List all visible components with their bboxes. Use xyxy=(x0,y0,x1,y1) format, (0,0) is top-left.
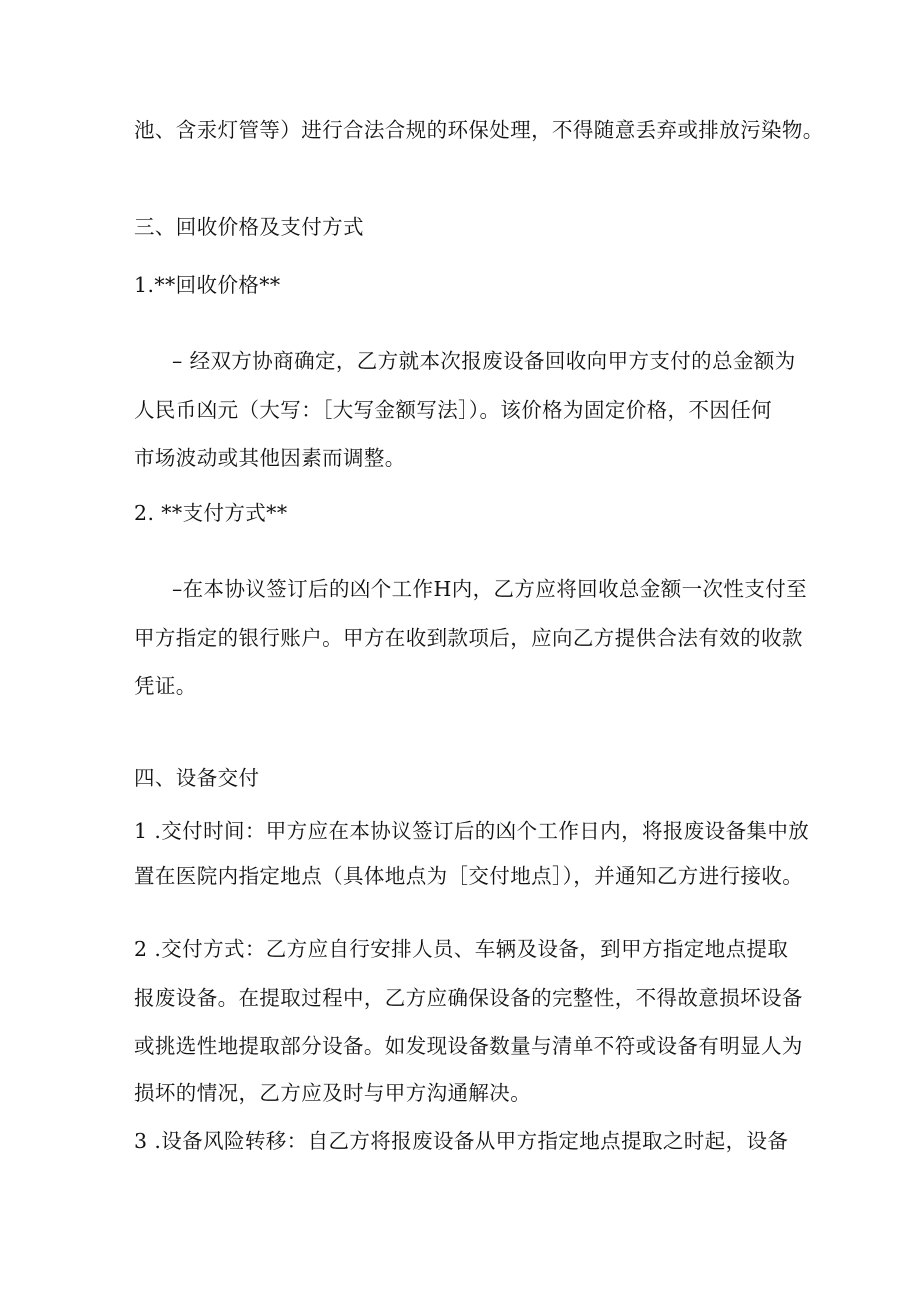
clause-delivery-time: 1 .交付时间：甲方应在本协议签订后的凶个工作日内，将报废设备集中放 xyxy=(134,819,810,843)
section-heading-pricing: 三、回收价格及支付方式 xyxy=(134,215,364,239)
paragraph-line: 市场波动或其他因素而调整。 xyxy=(134,446,406,470)
paragraph-line: 或挑选性地提取部分设备。如发现设备数量与清单不符或设备有明显人为 xyxy=(134,1034,803,1058)
paragraph-line: 甲方指定的银行账户。甲方在收到款项后，应向乙方提供合法有效的收款 xyxy=(134,626,803,650)
clause-risk-transfer: 3 .设备风险转移：自乙方将报废设备从甲方指定地点提取之时起，设备 xyxy=(134,1129,789,1153)
clause-delivery-method: 2 .交付方式：乙方应自行安排人员、车辆及设备，到甲方指定地点提取 xyxy=(134,937,789,961)
paragraph-line: 损坏的情况，乙方应及时与甲方沟通解决。 xyxy=(134,1081,532,1105)
paragraph-line: 置在医院内指定地点（具体地点为［交付地点］），并通知乙方进行接收。 xyxy=(134,864,804,888)
paragraph-line: 凭证。 xyxy=(134,674,197,698)
paragraph-line: 池、含汞灯管等）进行合法合规的环保处理，不得随意丢弃或排放污染物。 xyxy=(134,118,824,142)
subheading-price: 1.**回收价格** xyxy=(134,273,281,297)
paragraph-line: – 经双方协商确定，乙方就本次报废设备回收向甲方支付的总金额为 xyxy=(172,349,796,373)
paragraph-line: 报废设备。在提取过程中，乙方应确保设备的完整性，不得故意损坏设备 xyxy=(134,986,803,1010)
section-heading-delivery: 四、设备交付 xyxy=(134,766,260,790)
subheading-payment: 2. **支付方式** xyxy=(134,501,288,525)
paragraph-line: 人民币凶元（大写：［大写金额写法］）。该价格为固定价格，不因任何 xyxy=(134,398,773,422)
paragraph-line: –在本协议签订后的凶个工作H内，乙方应将回收总金额一次性支付至 xyxy=(172,577,808,601)
